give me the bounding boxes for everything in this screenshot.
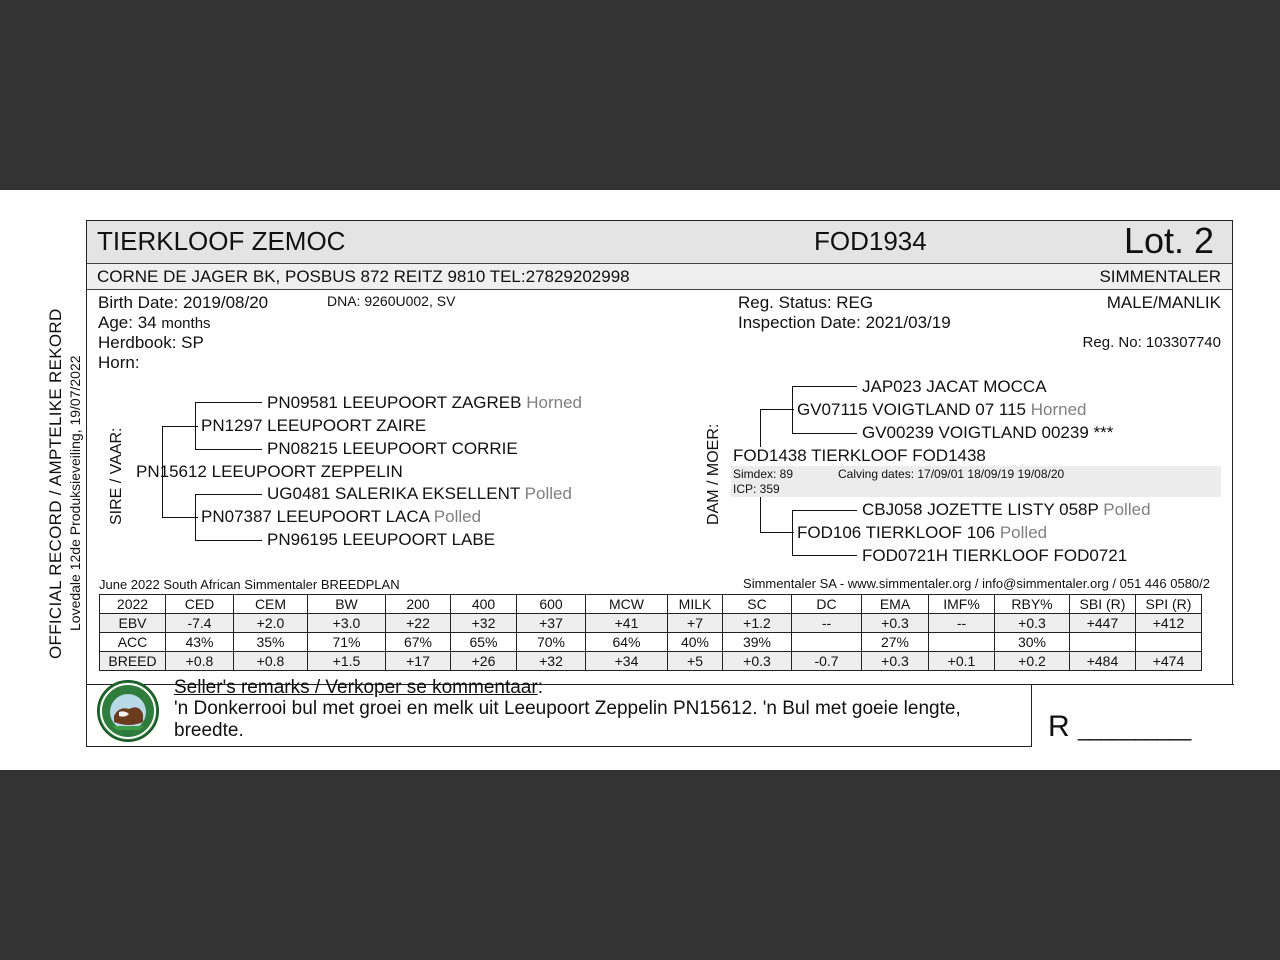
society-logo-icon (97, 680, 159, 742)
ebv-cell: +0.1 (929, 652, 995, 671)
pedigree-sdd: PN96195 LEEUPOORT LABE (267, 530, 496, 549)
pedigree-dsd: GV00239 VOIGTLAND 00239 *** (862, 423, 1114, 442)
bracket-line (760, 497, 761, 532)
bracket-line (195, 494, 196, 540)
calving-dates: Calving dates: 17/09/01 18/09/19 19/08/20 (838, 467, 1065, 481)
sire-side-label: SIRE / VAAR: (108, 427, 125, 525)
bracket-line (162, 426, 198, 427)
ebv-cell: 65% (451, 633, 517, 652)
age: Age: 34 months (98, 313, 211, 332)
ebv-cell: +7 (668, 614, 723, 633)
acc-row (100, 633, 1202, 652)
ebv-cell: 30% (995, 633, 1070, 652)
ebv-cell (929, 633, 995, 652)
official-record-label: OFFICIAL RECORD / AMPTELIKE REKORD (46, 308, 65, 659)
bracket-line (195, 449, 262, 450)
ebv-header: 400 (451, 595, 517, 614)
ebv-header-row (100, 595, 1202, 614)
ebv-cell: +447 (1070, 614, 1136, 633)
pedigree-sd: PN07387 LEEUPOORT LACA Polled (201, 507, 482, 526)
dna: DNA: 9260U002, SV (327, 293, 456, 309)
bracket-line (195, 540, 262, 541)
pedigree-sire: PN15612 LEEUPOORT ZEPPELIN (136, 462, 403, 481)
ebv-cell: +0.3 (995, 614, 1070, 633)
ebv-header: BW (308, 595, 386, 614)
ebv-header: 600 (517, 595, 586, 614)
ebv-header: CED (166, 595, 234, 614)
bracket-line (162, 517, 198, 518)
ebv-table (99, 594, 1202, 671)
remarks-text-line1: 'n Donkerrooi bul met groei en melk uit Leeupoort Zeppelin PN15612. 'n Bul met goeie lengte, (174, 698, 961, 719)
logo-graphic (99, 682, 157, 740)
ebv-cell: +0.3 (862, 652, 929, 671)
ebv-cell: 39% (723, 633, 792, 652)
ebv-cell: +0.3 (862, 614, 929, 633)
ebv-cell (792, 633, 862, 652)
ebv-header: RBY% (995, 595, 1070, 614)
breed-label: SIMMENTALER (1099, 267, 1221, 286)
pedigree-ss: PN1297 LEEUPOORT ZAIRE (201, 416, 427, 435)
pedigree-ddd: FOD0721H TIERKLOOF FOD0721 (862, 546, 1128, 565)
dam-side-label: DAM / MOER: (705, 423, 722, 525)
ebv-header: MCW (586, 595, 668, 614)
ebv-cell: +3.0 (308, 614, 386, 633)
bracket-line (792, 510, 857, 511)
ebv-cell: +0.8 (166, 652, 234, 671)
bracket-line (792, 433, 857, 434)
animal-name: TIERKLOOF ZEMOC (97, 226, 346, 256)
ebv-cell: 71% (308, 633, 386, 652)
polled-note: Polled (999, 523, 1048, 542)
ebv-header: DC (792, 595, 862, 614)
ebv-cell: -- (792, 614, 862, 633)
ebv-cell: +17 (386, 652, 451, 671)
animal-id: FOD1934 (814, 226, 927, 256)
bracket-line (195, 494, 262, 495)
pedigree-ds: GV07115 VOIGTLAND 07 115 Horned (797, 400, 1087, 419)
ebv-cell: +32 (517, 652, 586, 671)
ebv-cell: +5 (668, 652, 723, 671)
ebv-cell: +37 (517, 614, 586, 633)
ebv-cell: +22 (386, 614, 451, 633)
herdbook: Herdbook: SP (98, 333, 204, 352)
ebv-cell: 43% (166, 633, 234, 652)
ebv-header: 200 (386, 595, 451, 614)
ebv-cell: +0.2 (995, 652, 1070, 671)
ebv-cell: -7.4 (166, 614, 234, 633)
icp: ICP: 359 (733, 482, 780, 496)
ebv-header: EMA (862, 595, 929, 614)
ebv-cell (1070, 633, 1136, 652)
owner-line: CORNE DE JAGER BK, POSBUS 872 REITZ 9810 TEL:27829202998 (97, 267, 630, 286)
ebv-cell: 35% (234, 633, 308, 652)
polled-note: Polled (524, 484, 572, 503)
pedigree-sss: PN09581 LEEUPOORT ZAGREB Horned (267, 393, 582, 412)
ebv-header: CEM (234, 595, 308, 614)
ebv-cell: 40% (668, 633, 723, 652)
ebv-row (100, 614, 1202, 633)
remarks-text-line2: breedte. (174, 720, 244, 741)
polled-note: Polled (1103, 500, 1151, 519)
bracket-line (792, 510, 793, 555)
bracket-line (792, 555, 857, 556)
ebv-cell: +1.2 (723, 614, 792, 633)
ebv-header: SC (723, 595, 792, 614)
ebv-cell: -0.7 (792, 652, 862, 671)
ebv-header: SBI (R) (1070, 595, 1136, 614)
society-contact: Simmentaler SA - www.simmentaler.org / info@simmentaler.org / 051 446 0580/2 (743, 576, 1210, 591)
ebv-header: SPI (R) (1136, 595, 1202, 614)
birth-date: Birth Date: 2019/08/20 (98, 293, 269, 312)
bracket-line (760, 532, 794, 533)
ebv-header: 2022 (100, 595, 166, 614)
ebv-cell: +32 (451, 614, 517, 633)
bracket-line (760, 409, 794, 410)
pedigree-dss: JAP023 JACAT MOCCA (862, 377, 1047, 396)
polled-note: Polled (433, 507, 482, 526)
ebv-cell: ACC (100, 633, 166, 652)
ebv-cell: +34 (586, 652, 668, 671)
ebv-cell: +1.5 (308, 652, 386, 671)
pedigree-ssd: PN08215 LEEUPOORT CORRIE (267, 439, 518, 458)
ebv-header: MILK (668, 595, 723, 614)
ebv-cell: 27% (862, 633, 929, 652)
ebv-cell: +474 (1136, 652, 1202, 671)
breed-row (100, 652, 1202, 671)
bracket-line (792, 386, 793, 433)
ebv-cell: 70% (517, 633, 586, 652)
price-blank: __________ (1078, 716, 1191, 741)
ebv-cell: +0.8 (234, 652, 308, 671)
lot-number: Lot. 2 (1124, 220, 1215, 261)
remarks-heading: Seller's remarks / Verkoper se kommentaar: (174, 677, 543, 698)
ebv-cell: +484 (1070, 652, 1136, 671)
simdex: Simdex: 89 (733, 467, 794, 481)
age-unit: months (161, 315, 211, 332)
auction-label: Lovedale 12de Produksieveiling, 19/07/2022 (67, 355, 83, 631)
ebv-header: IMF% (929, 595, 995, 614)
breedplan-source: June 2022 South African Simmentaler BREEDPLAN (99, 577, 400, 592)
ebv-cell: BREED (100, 652, 166, 671)
ebv-cell: +2.0 (234, 614, 308, 633)
sex: MALE/MANLIK (1106, 293, 1221, 312)
bracket-line (195, 402, 262, 403)
ebv-cell (1136, 633, 1202, 652)
ebv-cell: 67% (386, 633, 451, 652)
bracket-line (760, 409, 761, 447)
inspection-date: Inspection Date: 2021/03/19 (738, 313, 951, 332)
ebv-cell: EBV (100, 614, 166, 633)
reg-status: Reg. Status: REG (738, 293, 874, 312)
price-currency: R (1048, 710, 1070, 743)
ebv-cell: +41 (586, 614, 668, 633)
pedigree-sds: UG0481 SALERIKA EKSELLENT Polled (267, 484, 572, 503)
ebv-cell: 64% (586, 633, 668, 652)
ebv-cell: +412 (1136, 614, 1202, 633)
bracket-line (792, 386, 857, 387)
bracket-line (195, 402, 196, 449)
horn: Horn: (98, 353, 140, 372)
ebv-cell: +0.3 (723, 652, 792, 671)
ebv-cell: +26 (451, 652, 517, 671)
reg-no: Reg. No: 103307740 (1082, 334, 1221, 351)
horn-note: Horned (526, 393, 582, 412)
pedigree-dd: FOD106 TIERKLOOF 106 Polled (797, 523, 1048, 542)
horn-note: Horned (1030, 400, 1087, 419)
pedigree-dds: CBJ058 JOZETTE LISTY 058P Polled (862, 500, 1151, 519)
ebv-cell: -- (929, 614, 995, 633)
pedigree-dam: FOD1438 TIERKLOOF FOD1438 (733, 446, 986, 465)
